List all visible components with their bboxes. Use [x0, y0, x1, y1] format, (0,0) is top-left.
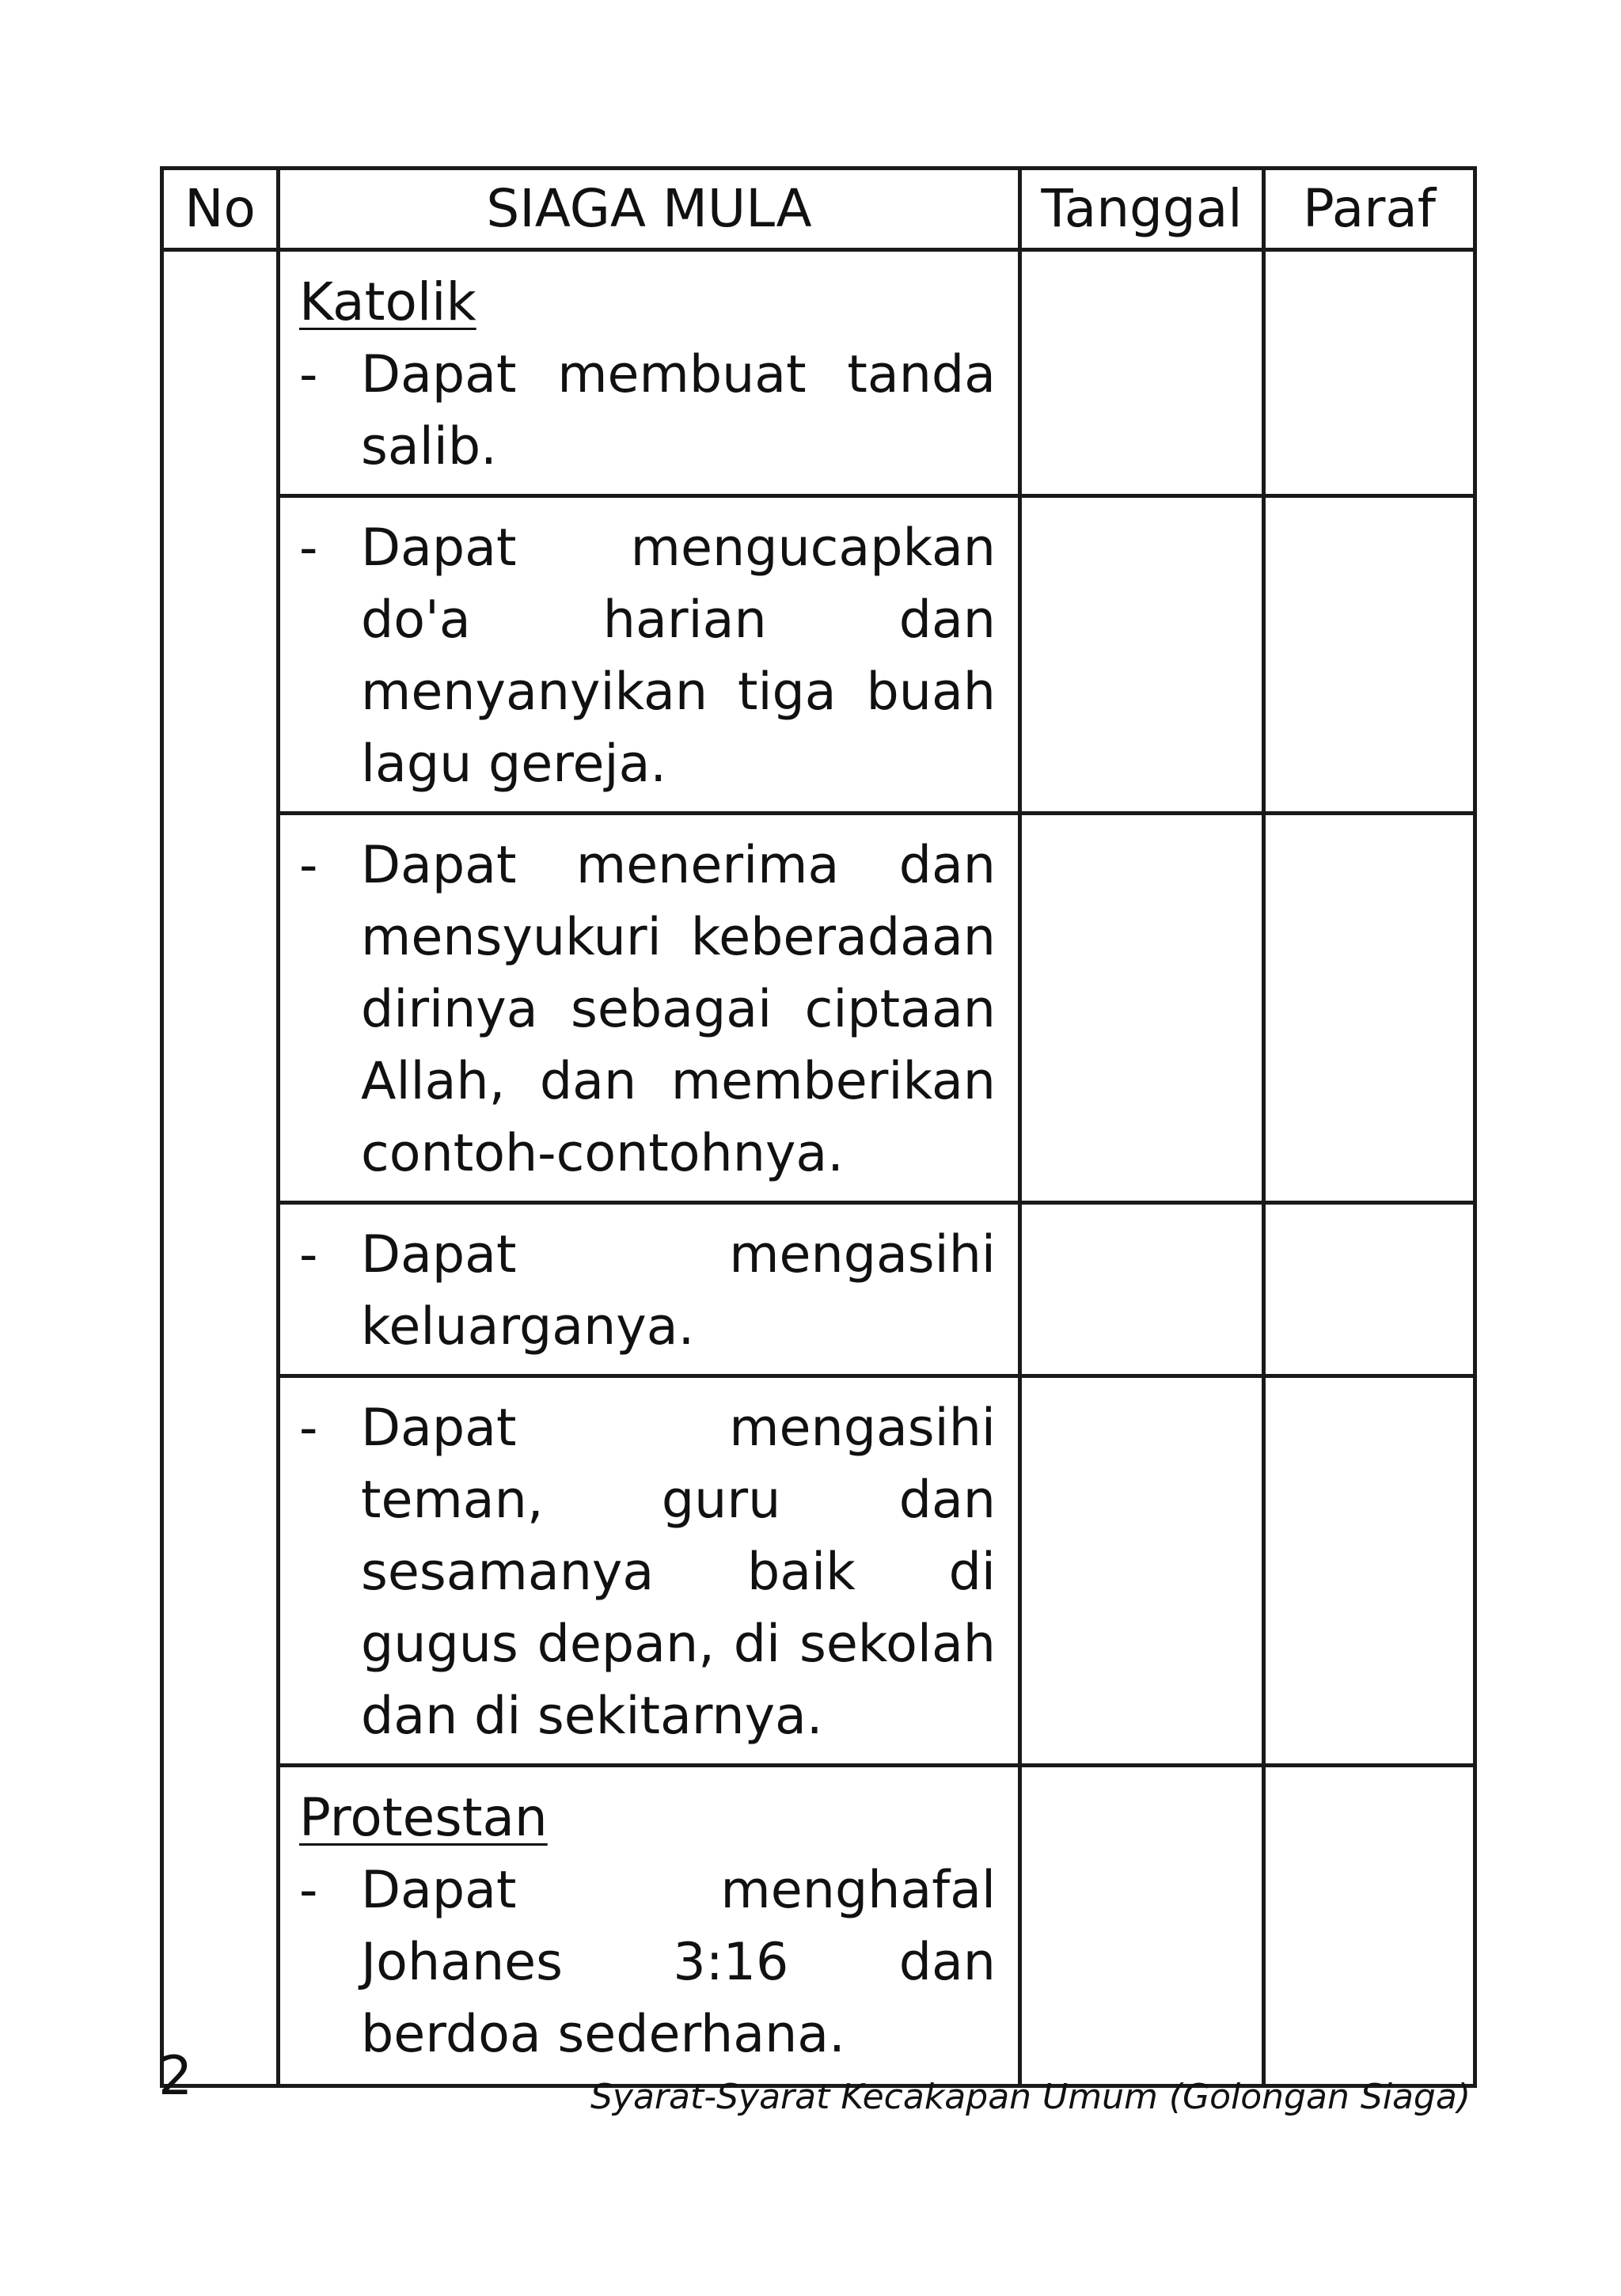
list-dash: - — [299, 836, 318, 895]
requirement-cell — [279, 496, 1020, 814]
header-no: No — [162, 169, 279, 250]
signature-cell[interactable] — [1264, 1203, 1475, 1376]
list-dash: - — [299, 345, 318, 404]
signature-cell[interactable] — [1264, 814, 1475, 1203]
table-row — [162, 1203, 1475, 1376]
list-dash: - — [299, 1861, 318, 1920]
table-header-row — [162, 169, 1475, 250]
requirement-item — [299, 512, 996, 800]
requirement-cell — [279, 250, 1020, 496]
requirement-cell — [279, 1376, 1020, 1766]
date-cell[interactable] — [1020, 814, 1264, 1203]
table-row — [162, 1766, 1475, 2086]
table-row — [162, 814, 1475, 1203]
table-row — [162, 250, 1475, 496]
requirement-item — [299, 1219, 996, 1363]
section-heading-katolik: Katolik — [299, 271, 476, 332]
header-tanggal: Tanggal — [1020, 169, 1264, 250]
requirement-item — [299, 829, 996, 1190]
requirement-text: Dapat mengasihi teman, guru dan sesamanya baik di gugus depan, di sekolah dan di sekitarnya. — [361, 1398, 996, 1746]
signature-cell[interactable] — [1264, 1376, 1475, 1766]
signature-cell[interactable] — [1264, 250, 1475, 496]
date-cell[interactable] — [1020, 1766, 1264, 2086]
signature-cell[interactable] — [1264, 496, 1475, 814]
requirement-item — [299, 1854, 996, 2070]
list-dash: - — [299, 1225, 318, 1285]
requirement-item — [299, 339, 996, 483]
requirement-text: Dapat membuat tanda salib. — [361, 345, 996, 476]
header-paraf: Paraf — [1264, 169, 1475, 250]
table-row — [162, 496, 1475, 814]
date-cell[interactable] — [1020, 1203, 1264, 1376]
requirement-item — [299, 1392, 996, 1752]
list-dash: - — [299, 518, 318, 578]
requirement-text: Dapat menghafal Johanes 3:16 dan berdoa sederhana. — [361, 1861, 996, 2064]
list-dash: - — [299, 1398, 318, 1458]
requirement-cell — [279, 1203, 1020, 1376]
requirement-text: Dapat mengucapkan do'a harian dan menyanyikan tiga buah lagu gereja. — [361, 518, 996, 794]
footer-book-title: Syarat-Syarat Kecakapan Umum (Golongan Siaga) — [590, 2077, 1471, 2117]
requirement-text: Dapat menerima dan mensyukuri keberadaan dirinya sebagai ciptaan Allah, dan memberikan contoh-contohnya. — [361, 836, 996, 1183]
number-cell — [162, 250, 279, 2086]
date-cell[interactable] — [1020, 250, 1264, 496]
requirement-cell — [279, 1766, 1020, 2086]
date-cell[interactable] — [1020, 496, 1264, 814]
header-siaga-mula: SIAGA MULA — [279, 169, 1020, 250]
requirement-cell — [279, 814, 1020, 1203]
date-cell[interactable] — [1020, 1376, 1264, 1766]
table-row — [162, 1376, 1475, 1766]
section-heading-protestan: Protestan — [299, 1787, 548, 1848]
signature-cell[interactable] — [1264, 1766, 1475, 2086]
requirement-text: Dapat mengasihi keluarganya. — [361, 1225, 996, 1357]
requirements-table — [160, 166, 1477, 2088]
page-number: 2 — [158, 2045, 193, 2108]
